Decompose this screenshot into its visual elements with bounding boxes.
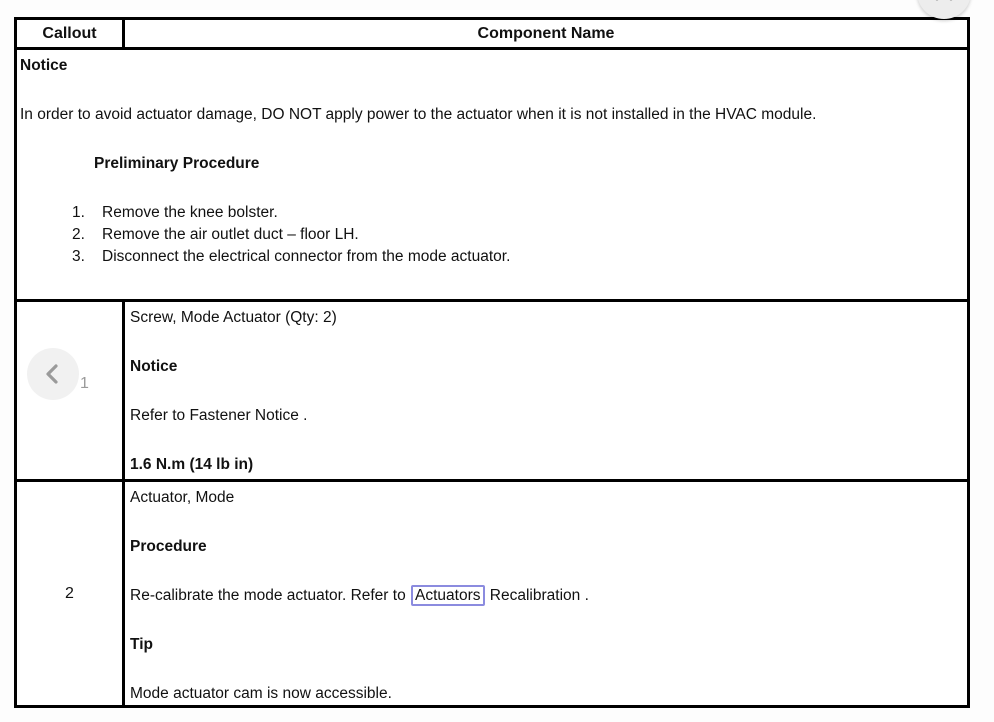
- step-number: 2.: [72, 226, 85, 243]
- callout-column-header: Callout: [17, 20, 125, 47]
- actuators-link[interactable]: Actuators: [411, 585, 484, 606]
- instruction-text: Re-calibrate the mode actuator. Refer to: [130, 587, 411, 604]
- notice-body: In order to avoid actuator damage, DO NOT apply power to the actuator when it is not installed in the HVAC module.: [20, 106, 817, 123]
- close-icon: [932, 0, 956, 4]
- table-header-row: [17, 20, 967, 50]
- table-row: [17, 482, 967, 705]
- procedure-step: [20, 202, 963, 224]
- component-table: [14, 17, 970, 708]
- component-name: Screw, Mode Actuator (Qty: 2): [130, 309, 337, 326]
- step-number: 3.: [72, 248, 85, 265]
- torque-spec: 1.6 N.m (14 lb in): [130, 456, 254, 473]
- callout-cell: [17, 302, 125, 479]
- procedure-label: Procedure: [130, 538, 207, 555]
- instruction-text: Recalibration .: [485, 587, 589, 604]
- tip-text: Mode actuator cam is now accessible.: [130, 685, 392, 702]
- back-button[interactable]: [27, 348, 79, 400]
- preliminary-procedure-heading: Preliminary Procedure: [94, 155, 260, 172]
- fastener-notice-reference: Refer to Fastener Notice .: [130, 407, 308, 424]
- component-name: Actuator, Mode: [130, 489, 235, 506]
- component-cell: [125, 482, 967, 705]
- procedure-steps: [20, 202, 963, 268]
- notice-section: [17, 50, 967, 302]
- table-row: [17, 302, 967, 482]
- step-number: 1.: [72, 204, 85, 221]
- component-column-header: Component Name: [477, 24, 615, 42]
- chevron-left-icon: [40, 361, 66, 387]
- tip-label: Tip: [130, 636, 153, 653]
- callout-number: 1: [80, 375, 89, 392]
- callout-number: 2: [65, 584, 74, 602]
- procedure-step: [20, 246, 963, 268]
- step-text: Remove the air outlet duct – floor LH.: [102, 226, 359, 243]
- step-text: Remove the knee bolster.: [102, 204, 278, 221]
- step-text: Disconnect the electrical connector from the mode actuator.: [102, 248, 511, 265]
- notice-label: Notice: [130, 358, 178, 375]
- notice-heading: Notice: [20, 57, 68, 74]
- recalibration-instruction: [130, 585, 961, 607]
- procedure-step: [20, 224, 963, 246]
- callout-cell: [17, 482, 125, 705]
- component-cell: [125, 302, 967, 479]
